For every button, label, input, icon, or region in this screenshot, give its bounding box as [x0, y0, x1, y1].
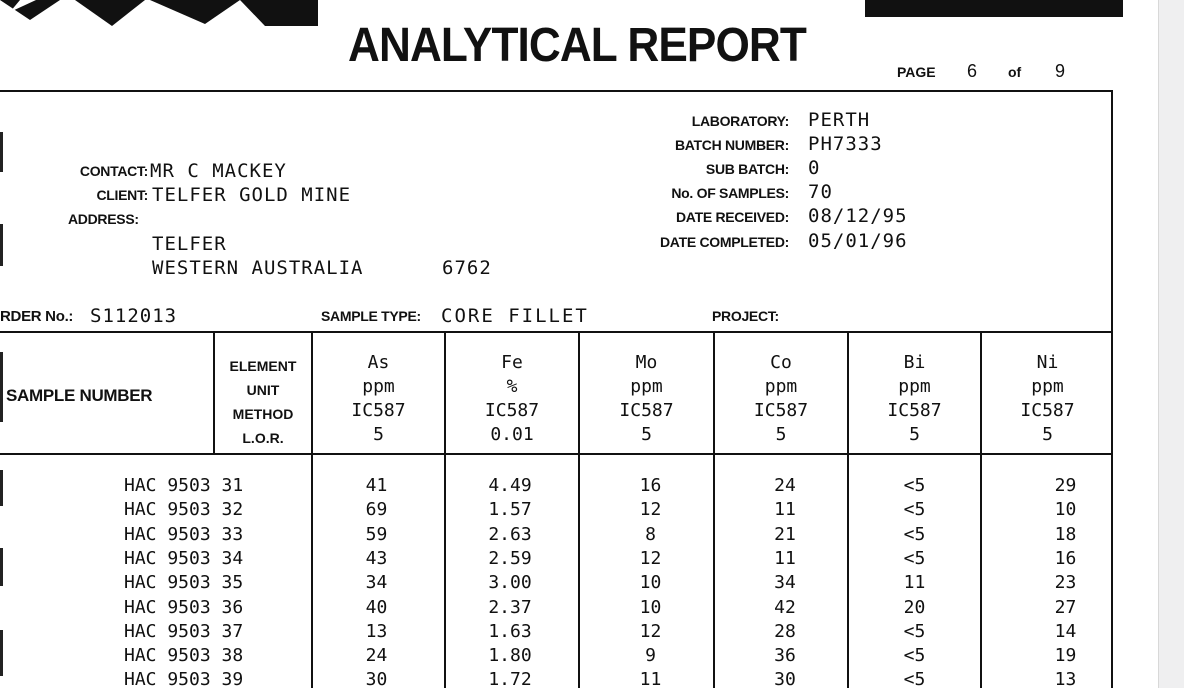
table-row	[0, 548, 1113, 572]
batch-value: PH7333	[808, 133, 883, 155]
column-unit: %	[506, 376, 518, 397]
value-cell-mo: 9	[645, 645, 656, 667]
sample-number-header: SAMPLE NUMBER	[6, 386, 153, 405]
table-row	[0, 572, 1113, 596]
sample-type-label: SAMPLE TYPE:	[321, 308, 421, 324]
column-lor: 5	[641, 424, 652, 445]
sample-number: HAC 9503 37	[124, 620, 244, 642]
laboratory-label: LABORATORY:	[691, 113, 789, 129]
value-cell-as: 34	[365, 572, 388, 594]
value-cell-bi: <5	[903, 645, 926, 667]
value-cell-ni: 23	[1054, 572, 1077, 594]
column-unit: ppm	[764, 376, 798, 397]
sample-number: HAC 9503 34	[124, 547, 244, 569]
value-cell-co: 11	[774, 547, 796, 569]
value-cell-mo: 10	[639, 572, 662, 594]
value-cell-co: 30	[774, 669, 796, 688]
laboratory-value: PERTH	[808, 109, 871, 131]
value-cell-bi: <5	[903, 620, 926, 642]
table-row	[0, 524, 1113, 548]
value-cell-as: 13	[365, 620, 388, 642]
value-cell-as: 30	[365, 669, 388, 688]
value-cell-bi: <5	[903, 523, 926, 545]
column-lor: 5	[373, 424, 384, 445]
column-method: IC587	[351, 400, 406, 421]
table-row	[0, 499, 1113, 523]
table-row	[0, 645, 1113, 669]
value-cell-co: 24	[774, 475, 796, 496]
value-cell-co: 42	[774, 596, 796, 618]
contact-label: CONTACT:	[79, 163, 148, 179]
column-method: IC587	[1020, 400, 1075, 421]
sample-type-value: CORE FILLET	[441, 305, 589, 327]
sample-number: HAC 9503 39	[124, 669, 244, 688]
column-element: As	[367, 352, 390, 373]
value-cell-mo: 10	[639, 596, 662, 618]
order-value: S112013	[90, 305, 178, 327]
column-unit: ppm	[1031, 376, 1064, 397]
scan-mark	[0, 132, 3, 172]
unit-label: UNIT	[246, 382, 280, 398]
method-label: METHOD	[232, 406, 294, 422]
company-logo	[0, 0, 320, 26]
table-row	[0, 669, 1113, 688]
value-cell-ni: 14	[1054, 620, 1077, 642]
value-cell-fe: 2.63	[488, 523, 532, 545]
sample-number: HAC 9503 33	[124, 523, 244, 545]
column-lor: 5	[909, 424, 920, 445]
value-cell-ni: 18	[1054, 523, 1077, 545]
scan-mark	[0, 224, 3, 266]
column-element: Co	[770, 352, 792, 373]
value-cell-ni: 29	[1054, 475, 1077, 496]
value-cell-ni: 16	[1054, 547, 1077, 569]
sample-number: HAC 9503 35	[124, 572, 244, 594]
column-method: IC587	[484, 400, 540, 421]
value-cell-ni: 19	[1054, 645, 1077, 667]
sample-number: HAC 9503 36	[124, 596, 244, 618]
value-cell-as: 24	[365, 645, 388, 667]
value-cell-fe: 4.49	[488, 475, 532, 496]
page-total: 9	[1055, 61, 1066, 81]
column-lor: 5	[1042, 424, 1053, 445]
value-cell-mo: 12	[639, 620, 662, 642]
value-cell-co: 34	[774, 572, 796, 594]
value-cell-co: 21	[774, 523, 796, 545]
received-value: 08/12/95	[808, 205, 908, 227]
value-cell-co: 28	[774, 620, 796, 642]
sample-number: HAC 9503 38	[124, 645, 244, 667]
value-cell-as: 41	[365, 475, 388, 496]
value-cell-as: 59	[365, 523, 388, 545]
column-element: Fe	[501, 352, 523, 373]
value-cell-fe: 1.72	[488, 669, 532, 688]
samples-value: 70	[808, 181, 833, 203]
value-cell-as: 43	[365, 547, 388, 569]
value-cell-ni: 10	[1054, 499, 1077, 521]
samples-label: No. OF SAMPLES:	[671, 185, 789, 201]
page-number: 6	[967, 61, 978, 81]
value-cell-fe: 1.57	[488, 499, 532, 521]
value-cell-mo: 8	[645, 523, 656, 545]
table-row	[0, 597, 1113, 621]
address-label: ADDRESS:	[68, 211, 139, 227]
completed-label: DATE COMPLETED:	[659, 234, 789, 250]
address-line2: WESTERN AUSTRALIA	[152, 257, 364, 279]
value-cell-fe: 3.00	[488, 572, 532, 594]
column-lor: 5	[775, 424, 787, 445]
contact-value: MR C MACKEY	[150, 160, 287, 182]
sample-number: HAC 9503 32	[124, 499, 244, 521]
value-cell-ni: 13	[1054, 669, 1077, 688]
lor-label: L.O.R.	[242, 430, 284, 446]
scan-mark	[0, 352, 3, 422]
project-label: PROJECT:	[712, 308, 779, 324]
received-label: DATE RECEIVED:	[676, 209, 789, 225]
value-cell-mo: 12	[639, 499, 662, 521]
completed-value: 05/01/96	[808, 230, 908, 252]
header-bar	[865, 0, 1123, 17]
value-cell-bi: 20	[903, 596, 926, 618]
column-method: IC587	[619, 400, 674, 421]
value-cell-bi: <5	[903, 499, 926, 521]
subbatch-label: SUB BATCH:	[705, 161, 789, 177]
value-cell-mo: 12	[639, 547, 662, 569]
value-cell-bi: <5	[903, 669, 926, 688]
table-top-rule	[0, 331, 1113, 333]
report-title: ANALYTICAL REPORT	[348, 19, 806, 72]
postcode: 6762	[442, 257, 492, 279]
address-line1: TELFER	[152, 233, 227, 255]
subbatch-value: 0	[808, 157, 821, 179]
column-element: Mo	[635, 352, 658, 373]
value-cell-fe: 2.37	[488, 596, 532, 618]
value-cell-bi: <5	[903, 547, 926, 569]
value-cell-fe: 1.63	[488, 620, 532, 642]
column-element: Bi	[903, 352, 926, 373]
column-element: Ni	[1036, 352, 1059, 373]
client-label: CLIENT:	[96, 187, 148, 203]
column-unit: ppm	[630, 376, 663, 397]
value-cell-bi: 11	[903, 572, 926, 594]
order-label: RDER No.:	[0, 308, 74, 325]
batch-label: BATCH NUMBER:	[674, 137, 789, 153]
page-edge	[1158, 0, 1184, 688]
element-label: ELEMENT	[229, 358, 297, 374]
column-lor: 0.01	[490, 424, 534, 445]
sample-number: HAC 9503 31	[124, 475, 244, 496]
value-cell-mo: 11	[639, 669, 662, 688]
table-row	[0, 621, 1113, 645]
page-of-label: of	[1008, 64, 1022, 80]
client-value: TELFER GOLD MINE	[152, 184, 352, 206]
value-cell-mo: 16	[639, 475, 662, 496]
value-cell-bi: <5	[903, 475, 926, 496]
value-cell-co: 36	[774, 645, 796, 667]
value-cell-co: 11	[774, 499, 796, 521]
value-cell-ni: 27	[1054, 596, 1077, 618]
value-cell-as: 69	[365, 499, 388, 521]
table-header-rule	[0, 453, 1113, 455]
page-label: PAGE	[897, 64, 936, 80]
column-method: IC587	[753, 400, 809, 421]
column-unit: ppm	[362, 376, 395, 397]
column-unit: ppm	[898, 376, 931, 397]
table-row	[0, 475, 1113, 499]
value-cell-as: 40	[365, 596, 388, 618]
column-method: IC587	[887, 400, 942, 421]
value-cell-fe: 1.80	[488, 645, 532, 667]
value-cell-fe: 2.59	[488, 547, 532, 569]
